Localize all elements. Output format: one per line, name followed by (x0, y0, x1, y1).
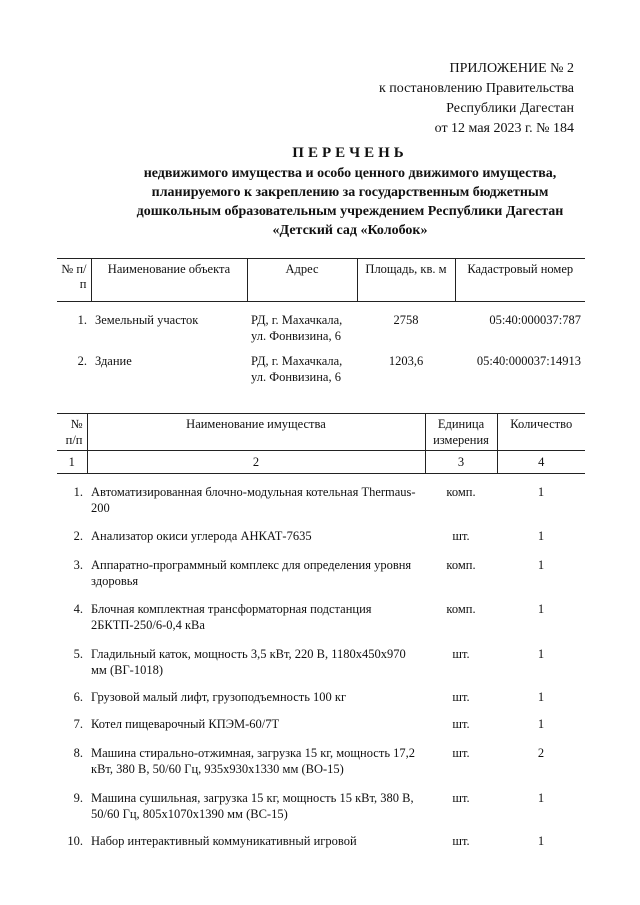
row-name: Грузовой малый лифт, грузоподъемность 100 кг (91, 690, 347, 704)
row-num: 10. (67, 834, 83, 848)
header-object-name: Наименование объекта (91, 259, 247, 302)
row-name: Здание (95, 354, 132, 368)
row-num: 6. (73, 690, 83, 704)
row-quantity: 1 (537, 485, 545, 499)
header-cadastral: Кадастровый номер (455, 259, 585, 302)
header-property-name: Наименование имущества (87, 414, 425, 451)
row-quantity: 1 (537, 602, 545, 616)
row-name: Анализатор окиси углерода АНКАТ-7635 (91, 529, 312, 543)
row-quantity: 1 (537, 834, 545, 848)
column-number: 3 (425, 451, 497, 474)
title-line-1: недвижимого имущества и особо ценного движимого имущества, (143, 166, 557, 181)
row-address: РД, г. Махачкала, ул. Фонвизина, 6 (251, 313, 343, 343)
table-row (57, 822, 585, 849)
row-quantity: 2 (537, 746, 545, 760)
table-row (57, 705, 585, 732)
row-num: 2. (73, 529, 83, 543)
table-row (57, 474, 585, 517)
row-num: 3. (73, 558, 83, 572)
annex-resolution: к постановлению Правительства (378, 81, 574, 96)
row-quantity: 1 (537, 791, 545, 805)
title-line-3: дошкольным образовательным учреждением Республики Дагестан (136, 204, 564, 219)
row-name: Набор интерактивный коммуникативный игровой (91, 834, 357, 848)
row-name: Котел пищеварочный КПЭМ-60/7Т (91, 717, 280, 731)
row-quantity: 1 (537, 717, 545, 731)
row-quantity: 1 (537, 647, 545, 661)
row-unit: шт. (452, 791, 470, 805)
row-quantity: 1 (537, 558, 545, 572)
column-number: 1 (57, 451, 87, 474)
table-row (57, 589, 585, 633)
row-name: Блочная комплектная трансформаторная подстанция 2БКТП-250/6-0,4 кВа (91, 602, 372, 632)
property-rows (57, 474, 585, 850)
row-unit: шт. (452, 529, 470, 543)
table-row (57, 732, 585, 777)
row-unit: комп. (446, 558, 476, 572)
row-area: 2758 (393, 313, 419, 327)
table-row (57, 516, 585, 544)
row-num: 5. (73, 647, 83, 661)
table-row (57, 678, 585, 705)
table-row (57, 344, 585, 385)
row-num: 1. (73, 485, 83, 499)
row-num: 1. (77, 313, 87, 327)
row-unit: шт. (452, 690, 470, 704)
row-num: 4. (73, 602, 83, 616)
row-cadastral: 05:40:000037:14913 (476, 354, 581, 368)
title-line-4: «Детский сад «Колобок» (272, 223, 428, 238)
real-estate-table (57, 258, 585, 385)
title-line-2: планируемого к закреплению за государственным бюджетным (151, 185, 549, 200)
row-area: 1203,6 (388, 354, 424, 368)
header-quantity: Количество (497, 414, 585, 451)
row-unit: комп. (446, 485, 476, 499)
annex-date: от 12 мая 2023 г. № 184 (434, 121, 574, 136)
header-num: № п/п (57, 259, 91, 302)
annex-republic: Республики Дагестан (446, 101, 574, 116)
column-number: 2 (87, 451, 425, 474)
table-row (57, 633, 585, 678)
movable-property-table (57, 413, 585, 849)
row-name: Машина стирально-отжимная, загрузка 15 кг, мощность 17,2 кВт, 380 В, 50/60 Гц, 935х930х1330 мм (ВО-15) (91, 746, 416, 776)
annex-header (379, 59, 574, 139)
row-name: Аппаратно-программный комплекс для определения уровня здоровья (91, 558, 412, 588)
row-cadastral: 05:40:000037:787 (489, 313, 581, 327)
header-address: Адрес (247, 259, 357, 302)
column-number: 4 (497, 451, 585, 474)
row-num: 2. (77, 354, 87, 368)
header-unit: Единица измерения (425, 414, 497, 451)
table-row (57, 544, 585, 589)
table-header-row (57, 259, 585, 302)
row-name: Автоматизированная блочно-модульная котельная Thermaus-200 (91, 485, 416, 515)
row-address: РД, г. Махачкала, ул. Фонвизина, 6 (251, 354, 343, 384)
row-unit: шт. (452, 834, 470, 848)
row-num: 8. (73, 746, 83, 760)
row-unit: шт. (452, 717, 470, 731)
title-heading: ПЕРЕЧЕНЬ (292, 145, 408, 161)
row-unit: шт. (452, 746, 470, 760)
column-number-row (57, 451, 585, 474)
row-quantity: 1 (537, 690, 545, 704)
table-header-row (57, 414, 585, 451)
row-num: 7. (73, 717, 83, 731)
document-title (60, 144, 640, 240)
header-area: Площадь, кв. м (357, 259, 455, 302)
row-name: Гладильный каток, мощность 3,5 кВт, 220 В, 1180х450х970 мм (ВГ-1018) (91, 647, 406, 677)
row-name: Земельный участок (95, 313, 199, 327)
row-quantity: 1 (537, 529, 545, 543)
table-row (57, 777, 585, 822)
row-unit: шт. (452, 647, 470, 661)
row-num: 9. (73, 791, 83, 805)
header-num: № п/п (57, 414, 87, 451)
row-unit: комп. (446, 602, 476, 616)
row-name: Машина сушильная, загрузка 15 кг, мощность 15 кВт, 380 В, 50/60 Гц, 805х1070х1390 мм (ВС-15) (91, 791, 414, 821)
annex-number: ПРИЛОЖЕНИЕ № 2 (449, 61, 574, 76)
table-row (57, 302, 585, 345)
